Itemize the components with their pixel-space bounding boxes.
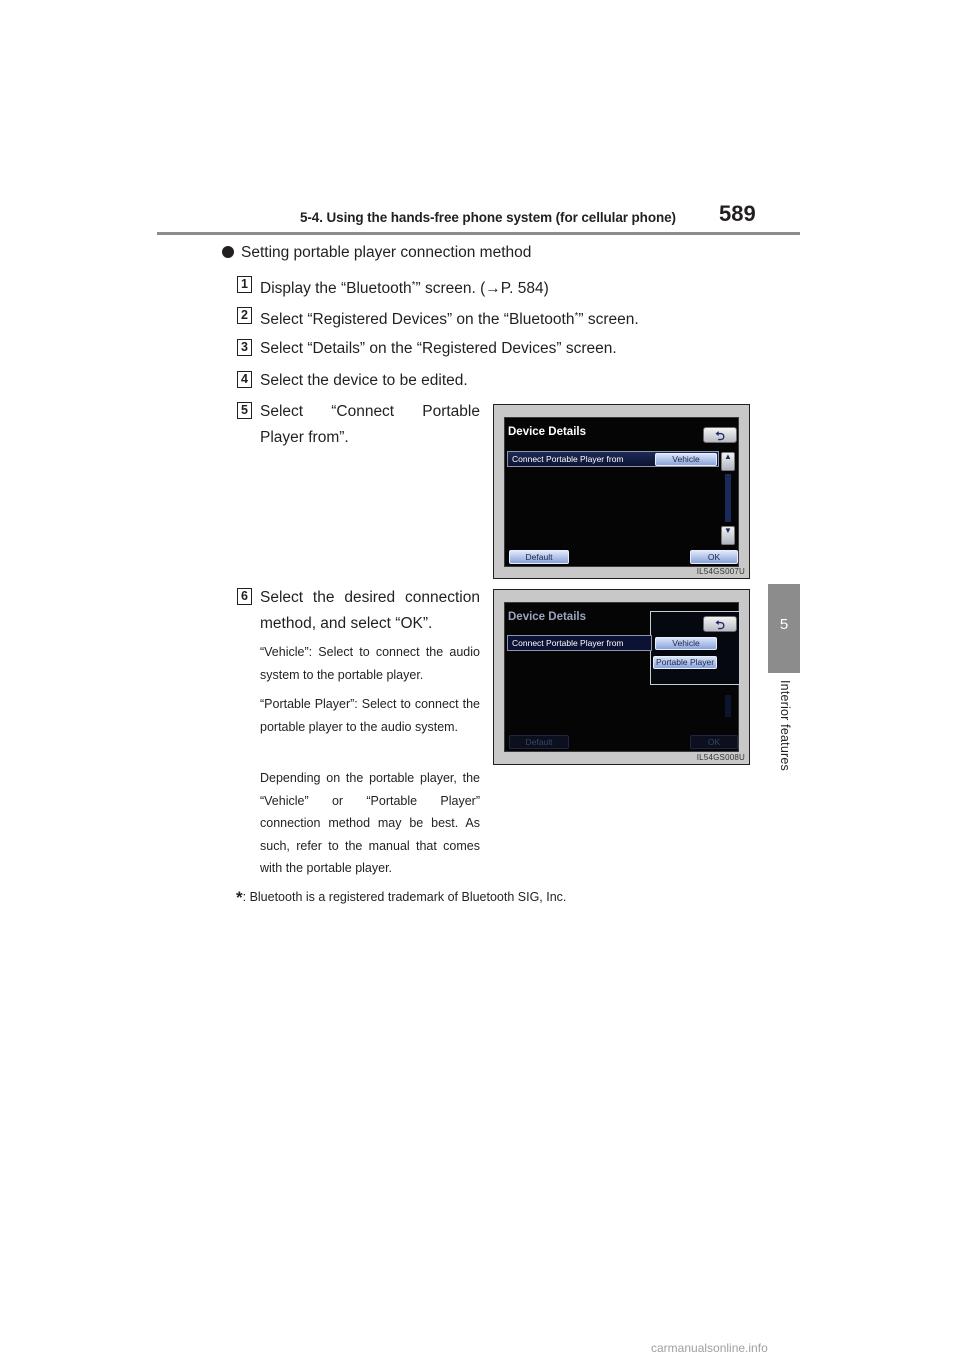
connect-portable-player-row: [507, 635, 652, 651]
option-portable-player[interactable]: Portable Player: [653, 656, 717, 669]
note-vehicle: “Vehicle”: Select to connect the audio system to the portable player.: [260, 645, 480, 682]
back-button[interactable]: [703, 616, 737, 632]
step-6-badge: 6: [237, 588, 252, 605]
step-6-text: Select the desired connection method, and select “OK”.: [260, 589, 480, 632]
footnote: [236, 888, 566, 908]
screen-title: Device Details: [508, 611, 586, 623]
chapter-tab: [768, 584, 800, 673]
step-5-badge: 5: [237, 402, 252, 419]
screenshot-connection-options: [493, 589, 750, 765]
note-portable-player: “Portable Player”: Select to connect the portable player to the audio system.: [260, 697, 480, 734]
display-screen: [504, 417, 739, 567]
image-id: IL54GS007U: [696, 567, 745, 576]
page-number: 589: [719, 201, 756, 226]
option-vehicle[interactable]: Vehicle: [655, 637, 717, 650]
section-title: 5-4. Using the hands-free phone system (for cellular phone): [300, 210, 676, 225]
procedure-heading: [222, 244, 531, 262]
back-arrow-icon: ⮌: [715, 429, 725, 443]
ok-button[interactable]: OK: [690, 550, 738, 564]
display-screen: [504, 602, 739, 752]
procedure-heading-text: Setting portable player connection method: [241, 244, 532, 261]
row-label: Connect Portable Player from: [512, 638, 624, 648]
footnote-marker: *: [236, 888, 243, 907]
note-depending: Depending on the portable player, the “Vehicle” or “Portable Player” connection method may be best. As such, refer to the manual that comes with the portable player.: [260, 771, 480, 875]
chapter-label: Interior features: [778, 680, 792, 771]
step-4-text: Select the device to be edited.: [260, 372, 468, 389]
scrollbar-track[interactable]: [725, 474, 731, 522]
bullet-icon: [222, 246, 234, 258]
chapter-number: 5: [779, 616, 789, 633]
step-2-text: Select “Registered Devices” on the “Bluetooth*” screen.: [260, 311, 639, 328]
step-2-badge: 2: [237, 307, 252, 324]
screen-title: Device Details: [508, 426, 586, 438]
scroll-up-button[interactable]: ▲: [721, 452, 735, 471]
image-id: IL54GS008U: [696, 753, 745, 762]
watermark: carmanualsonline.info: [651, 1341, 768, 1355]
scrollbar-track: [725, 695, 731, 717]
step-4-badge: 4: [237, 371, 252, 388]
step-3-badge: 3: [237, 339, 252, 356]
step-3-text: Select “Details” on the “Registered Devices” screen.: [260, 340, 617, 357]
footnote-text: : Bluetooth is a registered trademark of Bluetooth SIG, Inc.: [242, 890, 567, 904]
screenshot-device-details: [493, 404, 750, 579]
step-1-badge: 1: [237, 276, 252, 293]
scroll-down-button[interactable]: ▼: [721, 526, 735, 545]
step-5-text: Select “Connect Portable Player from”.: [260, 403, 480, 446]
default-button-dimmed: Default: [509, 735, 569, 749]
back-arrow-icon: ⮌: [715, 618, 725, 632]
row-label: Connect Portable Player from: [512, 454, 624, 464]
default-button[interactable]: Default: [509, 550, 569, 564]
current-value-vehicle: Vehicle: [655, 453, 717, 466]
ok-button-dimmed: OK: [690, 735, 738, 749]
back-button[interactable]: [703, 427, 737, 443]
step-1-text: Display the “Bluetooth*” screen. (→P. 584): [260, 280, 549, 297]
header-divider: [157, 232, 800, 235]
